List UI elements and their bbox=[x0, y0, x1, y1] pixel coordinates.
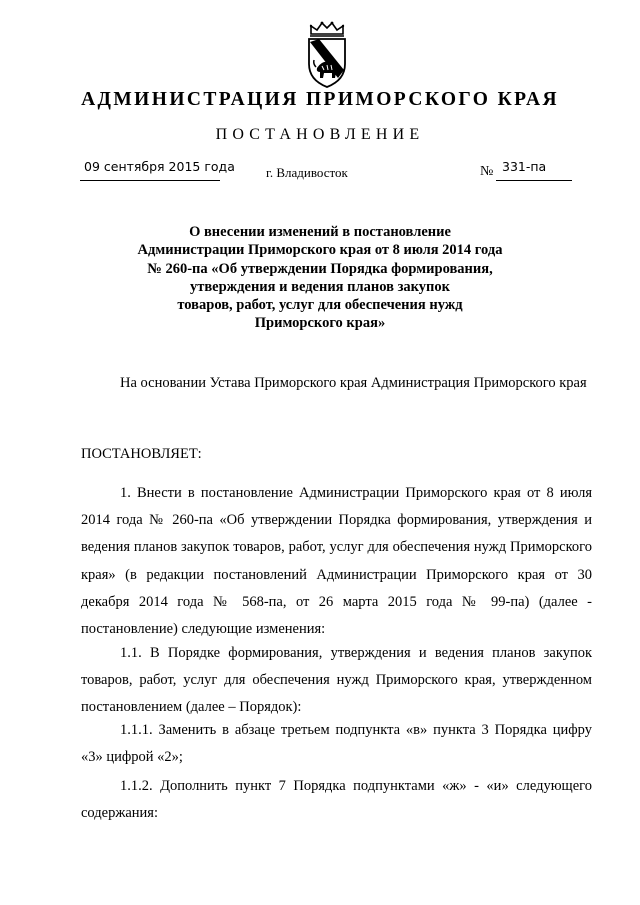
number-field bbox=[496, 158, 572, 181]
item-1-paragraph: 1. Внести в постановление Администрации Приморского края от 8 июля 2014 года № 260-па «Об утверждении Порядка формирования, утверждения и ведения планов закупок товаров, работ, услуг для обеспечения нужд Приморского края» (в редакции постановлений Администрации Приморского края от 30 декабря 2014 года № 568-па, от 26 марта 2015 года № 99-па) (далее - постановление) следующие изменения: bbox=[81, 485, 592, 638]
title-line: товаров, работ, услуг для обеспечения нужд bbox=[177, 297, 463, 314]
item-1-1-2-paragraph: 1.1.2. Дополнить пункт 7 Порядка подпунктами «ж» - «и» следующего содержания: bbox=[81, 778, 592, 822]
document-city: г. Владивосток bbox=[266, 165, 348, 180]
item-1-1-1-paragraph: 1.1.1. Заменить в абзаце третьем подпункта «в» пункта 3 Порядка цифру «3» цифрой «2»; bbox=[81, 722, 592, 766]
decree-word: ПОСТАНОВЛЯЕТ: bbox=[81, 446, 202, 462]
title-line: Администрации Приморского края от 8 июля 2014 года bbox=[137, 242, 503, 259]
document-date: 09 сентября 2015 года bbox=[84, 159, 235, 174]
coat-of-arms-emblem bbox=[302, 20, 352, 90]
title-line: утверждения и ведения планов закупок bbox=[189, 278, 451, 295]
number-label: № bbox=[480, 164, 494, 179]
document-number: 331-па bbox=[502, 159, 547, 174]
title-line: Приморского края» bbox=[254, 315, 386, 332]
date-field bbox=[80, 158, 235, 181]
item-1-1-paragraph: 1.1. В Порядке формирования, утверждения и ведения планов закупок товаров, работ, услуг для обеспечения нужд Приморского края, утвержденном постановлением (далее – Порядок): bbox=[81, 645, 592, 716]
title-line: О внесении изменений в постановление bbox=[189, 224, 451, 240]
document-type: ПОСТАНОВЛЕНИЕ bbox=[215, 126, 425, 143]
authority-name: АДМИНИСТРАЦИЯ ПРИМОРСКОГО КРАЯ bbox=[81, 89, 559, 110]
document-title bbox=[100, 223, 540, 333]
title-line: № 260-па «Об утверждении Порядка формирования, bbox=[147, 260, 493, 277]
basis-paragraph: На основании Устава Приморского края Администрация Приморского края bbox=[120, 375, 587, 391]
